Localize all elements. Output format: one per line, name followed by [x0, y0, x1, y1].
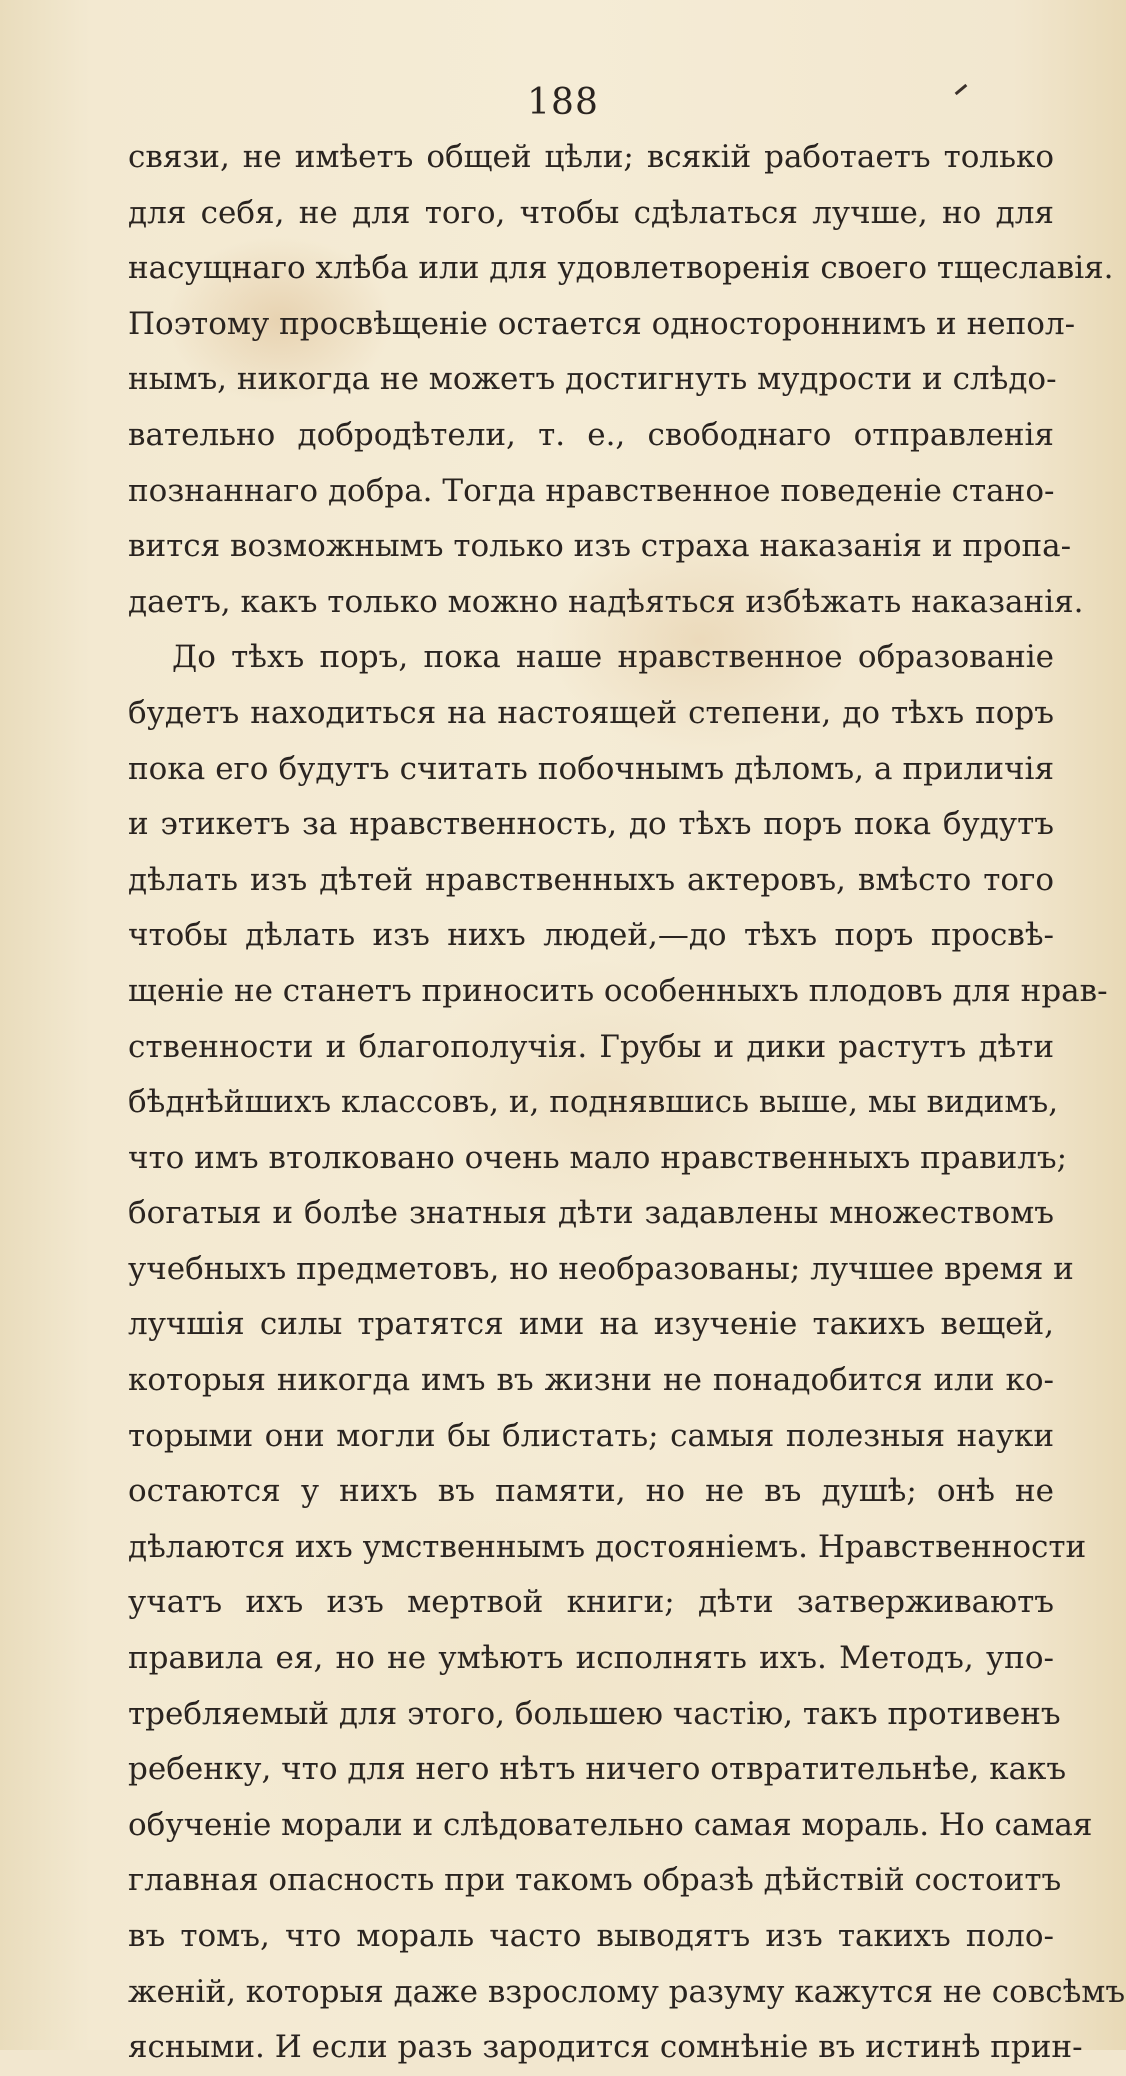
- text-line: правила ея, но не умѣютъ исполнять ихъ. Методъ, упо-: [128, 1640, 1054, 1677]
- text-line: ясными. И если разъ зародится сомнѣніе въ истинѣ прин-: [128, 2029, 1083, 2066]
- text-line: главная опасность при такомъ образѣ дѣйствій состоитъ: [128, 1862, 1062, 1899]
- text-line: щеніе не станетъ приносить особенныхъ плодовъ для нрав-: [128, 972, 1108, 1009]
- text-line: богатыя и болѣе знатныя дѣти задавлены множествомъ: [128, 1195, 1054, 1232]
- text-line: которыя никогда имъ въ жизни не понадобится или ко-: [128, 1362, 1054, 1399]
- text-line: дѣлать изъ дѣтей нравственныхъ актеровъ, вмѣсто того: [128, 861, 1054, 898]
- page-number: 188: [527, 82, 599, 123]
- text-line: учебныхъ предметовъ, но необразованы; лучшее время и: [128, 1250, 1074, 1287]
- text-line: Поэтому просвѣщеніе остается одностороннимъ и непол-: [128, 305, 1076, 342]
- text-line: насущнаго хлѣба или для удовлетворенія своего тщеславія.: [128, 250, 1114, 287]
- text-line: нымъ, никогда не можетъ достигнуть мудрости и слѣдо-: [128, 361, 1057, 398]
- text-line: торыми они могли бы блистать; самыя полезныя науки: [128, 1417, 1054, 1454]
- text-line: учатъ ихъ изъ мертвой книги; дѣти затверживаютъ: [128, 1584, 1054, 1621]
- text-line: остаются у нихъ въ памяти, но не въ душѣ; онѣ не: [128, 1473, 1054, 1510]
- text-line: женій, которыя даже взрослому разуму кажутся не совсѣмъ: [128, 1973, 1126, 2010]
- text-line: дѣлаются ихъ умственнымъ достояніемъ. Нравственности: [128, 1528, 1087, 1565]
- text-line: пока его будутъ считать побочнымъ дѣломъ, а приличія: [128, 750, 1054, 787]
- text-line: обученіе морали и слѣдовательно самая мораль. Но самая: [128, 1806, 1093, 1843]
- text-line: что имъ втолковано очень мало нравственныхъ правилъ;: [128, 1139, 1068, 1176]
- text-line: познаннаго добра. Тогда нравственное поведеніе стано-: [128, 472, 1055, 509]
- text-line: чтобы дѣлать изъ нихъ людей,—до тѣхъ поръ просвѣ-: [128, 917, 1054, 954]
- text-line: и этикетъ за нравственность, до тѣхъ поръ пока будутъ: [128, 806, 1054, 843]
- text-line: въ томъ, что мораль часто выводятъ изъ такихъ поло-: [128, 1918, 1054, 1954]
- text-line: для себя, не для того, чтобы сдѣлаться лучше, но для: [128, 194, 1054, 231]
- paragraph-start-line: До тѣхъ поръ, пока наше нравственное образованіе: [172, 639, 1054, 676]
- text-line: ребенку, что для него нѣтъ ничего отвратительнѣе, какъ: [128, 1751, 1067, 1788]
- text-line: вательно добродѣтели, т. е., свободнаго отправленія: [128, 416, 1054, 453]
- text-line: вится возможнымъ только изъ страха наказанія и пропа-: [128, 528, 1072, 565]
- text-line: ственности и благополучія. Грубы и дики растутъ дѣти: [128, 1028, 1054, 1065]
- body-text: [128, 130, 1126, 2076]
- text-line: даетъ, какъ только можно надѣяться избѣжать наказанія.: [128, 583, 1084, 620]
- text-line: требляемый для этого, большею частію, такъ противенъ: [128, 1695, 1061, 1732]
- text-line: связи, не имѣетъ общей цѣли; всякій работаетъ только: [128, 139, 1054, 175]
- text-line: бѣднѣйшихъ классовъ, и, поднявшись выше, мы видимъ,: [128, 1084, 1059, 1121]
- text-line: будетъ находиться на настоящей степени, до тѣхъ поръ: [128, 694, 1054, 731]
- text-line: лучшія силы тратятся ими на изученіе такихъ вещей,: [128, 1306, 1054, 1343]
